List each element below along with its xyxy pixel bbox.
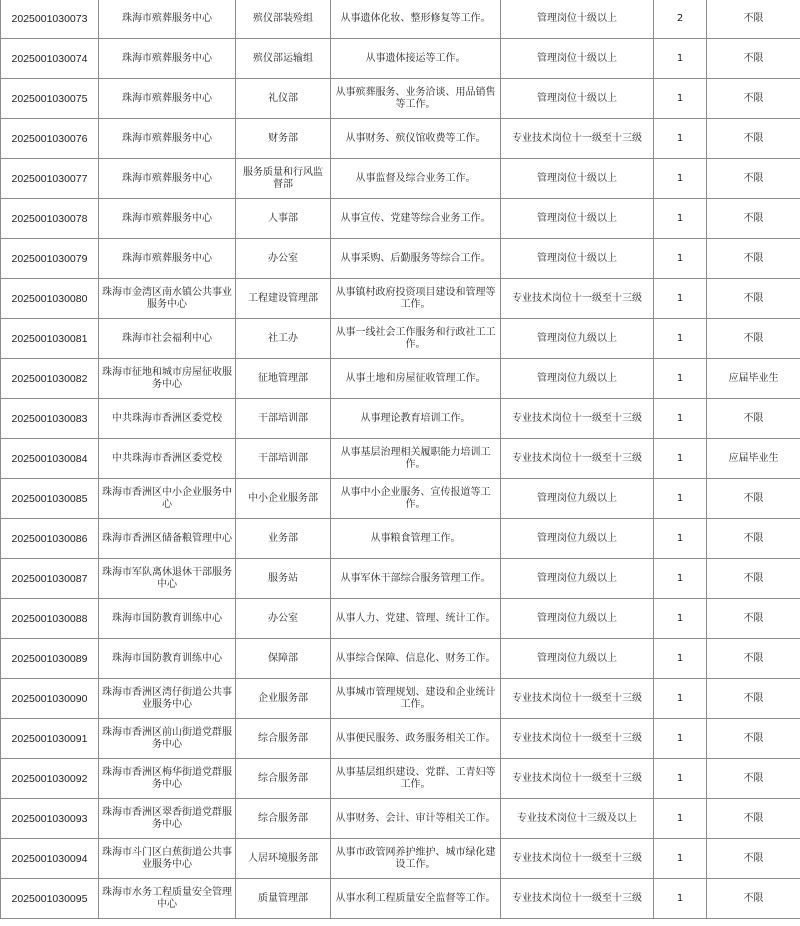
employer-cell: 珠海市香洲区梅华街道党群服务中心 [99,759,236,799]
job-description-cell: 从事理论教育培训工作。 [331,399,501,439]
position-level-cell: 管理岗位十级以上 [501,199,654,239]
employer-cell: 珠海市殡葬服务中心 [99,0,236,39]
position-code-cell: 2025001030095 [1,879,99,919]
employer-cell: 中共珠海市香洲区委党校 [99,399,236,439]
headcount-cell: 1 [654,199,707,239]
position-level-cell: 管理岗位九级以上 [501,639,654,679]
position-code-cell: 2025001030083 [1,399,99,439]
position-code-cell: 2025001030091 [1,719,99,759]
headcount-cell: 1 [654,39,707,79]
job-description-cell: 从事遗体化妆、整形修复等工作。 [331,0,501,39]
table-row [1,679,800,719]
position-level-cell: 专业技术岗位十一级至十三级 [501,119,654,159]
job-description-cell: 从事财务、会计、审计等相关工作。 [331,799,501,839]
candidate-requirement-cell: 不限 [707,599,800,639]
employer-cell: 珠海市国防教育训练中心 [99,599,236,639]
employer-cell: 珠海市殡葬服务中心 [99,239,236,279]
position-level-cell: 管理岗位九级以上 [501,519,654,559]
position-code-cell: 2025001030080 [1,279,99,319]
position-code-cell: 2025001030093 [1,799,99,839]
department-cell: 财务部 [236,119,331,159]
job-description-cell: 从事综合保障、信息化、财务工作。 [331,639,501,679]
headcount-cell: 1 [654,159,707,199]
headcount-cell: 1 [654,799,707,839]
candidate-requirement-cell: 不限 [707,399,800,439]
job-description-cell: 从事市政管网养护维护、城市绿化建设工作。 [331,839,501,879]
department-cell: 办公室 [236,599,331,639]
position-level-cell: 管理岗位十级以上 [501,159,654,199]
candidate-requirement-cell: 不限 [707,279,800,319]
candidate-requirement-cell: 应届毕业生 [707,359,800,399]
department-cell: 办公室 [236,239,331,279]
job-description-cell: 从事宣传、党建等综合业务工作。 [331,199,501,239]
position-level-cell: 管理岗位十级以上 [501,79,654,119]
table-row [1,519,800,559]
headcount-cell: 1 [654,239,707,279]
employer-cell: 珠海市斗门区白蕉街道公共事业服务中心 [99,839,236,879]
employer-cell: 中共珠海市香洲区委党校 [99,439,236,479]
headcount-cell: 1 [654,359,707,399]
headcount-cell: 2 [654,0,707,39]
job-description-cell: 从事土地和房屋征收管理工作。 [331,359,501,399]
position-code-cell: 2025001030085 [1,479,99,519]
department-cell: 干部培训部 [236,399,331,439]
job-description-cell: 从事采购、后勤服务等综合工作。 [331,239,501,279]
employer-cell: 珠海市征地和城市房屋征收服务中心 [99,359,236,399]
position-code-cell: 2025001030081 [1,319,99,359]
position-code-cell: 2025001030088 [1,599,99,639]
department-cell: 保障部 [236,639,331,679]
headcount-cell: 1 [654,279,707,319]
candidate-requirement-cell: 不限 [707,319,800,359]
position-level-cell: 管理岗位九级以上 [501,479,654,519]
candidate-requirement-cell: 不限 [707,159,800,199]
table-row [1,719,800,759]
candidate-requirement-cell: 不限 [707,759,800,799]
table-body [1,0,800,919]
job-description-cell: 从事基层治理相关履职能力培训工作。 [331,439,501,479]
employer-cell: 珠海市香洲区翠香街道党群服务中心 [99,799,236,839]
department-cell: 征地管理部 [236,359,331,399]
table-row [1,839,800,879]
job-description-cell: 从事镇村政府投资项目建设和管理等工作。 [331,279,501,319]
department-cell: 服务质量和行风监督部 [236,159,331,199]
position-level-cell: 管理岗位十级以上 [501,239,654,279]
table-row [1,79,800,119]
department-cell: 工程建设管理部 [236,279,331,319]
department-cell: 综合服务部 [236,759,331,799]
position-code-cell: 2025001030075 [1,79,99,119]
candidate-requirement-cell: 不限 [707,79,800,119]
candidate-requirement-cell: 不限 [707,719,800,759]
employer-cell: 珠海市社会福利中心 [99,319,236,359]
department-cell: 礼仪部 [236,79,331,119]
department-cell: 殡仪部装殓组 [236,0,331,39]
table-row [1,399,800,439]
position-level-cell: 专业技术岗位十一级至十三级 [501,879,654,919]
job-description-cell: 从事基层组织建设、党群、工青妇等工作。 [331,759,501,799]
headcount-cell: 1 [654,879,707,919]
table-row [1,359,800,399]
department-cell: 社工办 [236,319,331,359]
department-cell: 服务站 [236,559,331,599]
employer-cell: 珠海市殡葬服务中心 [99,39,236,79]
department-cell: 殡仪部运输组 [236,39,331,79]
position-code-cell: 2025001030094 [1,839,99,879]
candidate-requirement-cell: 不限 [707,799,800,839]
table-row [1,479,800,519]
table-row [1,159,800,199]
table-row [1,599,800,639]
candidate-requirement-cell: 不限 [707,519,800,559]
job-description-cell: 从事便民服务、政务服务相关工作。 [331,719,501,759]
candidate-requirement-cell: 不限 [707,119,800,159]
position-level-cell: 专业技术岗位十一级至十三级 [501,759,654,799]
department-cell: 人事部 [236,199,331,239]
position-code-cell: 2025001030084 [1,439,99,479]
table-row [1,199,800,239]
table-row [1,759,800,799]
headcount-cell: 1 [654,679,707,719]
position-code-cell: 2025001030086 [1,519,99,559]
position-level-cell: 管理岗位九级以上 [501,319,654,359]
department-cell: 综合服务部 [236,799,331,839]
position-code-cell: 2025001030074 [1,39,99,79]
candidate-requirement-cell: 不限 [707,559,800,599]
headcount-cell: 1 [654,439,707,479]
headcount-cell: 1 [654,759,707,799]
headcount-cell: 1 [654,479,707,519]
employer-cell: 珠海市金湾区南水镇公共事业服务中心 [99,279,236,319]
headcount-cell: 1 [654,119,707,159]
headcount-cell: 1 [654,399,707,439]
position-code-cell: 2025001030082 [1,359,99,399]
department-cell: 业务部 [236,519,331,559]
headcount-cell: 1 [654,639,707,679]
table-row [1,0,800,39]
employer-cell: 珠海市水务工程质量安全管理中心 [99,879,236,919]
candidate-requirement-cell: 应届毕业生 [707,439,800,479]
position-level-cell: 专业技术岗位十一级至十三级 [501,719,654,759]
position-code-cell: 2025001030089 [1,639,99,679]
table-row [1,279,800,319]
job-description-cell: 从事水利工程质量安全监督等工作。 [331,879,501,919]
candidate-requirement-cell: 不限 [707,479,800,519]
headcount-cell: 1 [654,559,707,599]
employer-cell: 珠海市香洲区储备粮管理中心 [99,519,236,559]
job-description-cell: 从事殡葬服务、业务洽谈、用品销售等工作。 [331,79,501,119]
job-description-cell: 从事一线社会工作服务和行政社工工作。 [331,319,501,359]
position-code-cell: 2025001030087 [1,559,99,599]
department-cell: 质量管理部 [236,879,331,919]
job-description-cell: 从事中小企业服务、宣传报道等工作。 [331,479,501,519]
employer-cell: 珠海市军队离休退休干部服务中心 [99,559,236,599]
candidate-requirement-cell: 不限 [707,839,800,879]
employer-cell: 珠海市香洲区中小企业服务中心 [99,479,236,519]
job-description-cell: 从事遗体接运等工作。 [331,39,501,79]
job-description-cell: 从事城市管理规划、建设和企业统计工作。 [331,679,501,719]
employer-cell: 珠海市国防教育训练中心 [99,639,236,679]
employer-cell: 珠海市殡葬服务中心 [99,159,236,199]
position-level-cell: 专业技术岗位十一级至十三级 [501,399,654,439]
position-code-cell: 2025001030090 [1,679,99,719]
position-code-cell: 2025001030077 [1,159,99,199]
position-level-cell: 专业技术岗位十一级至十三级 [501,439,654,479]
department-cell: 企业服务部 [236,679,331,719]
position-level-cell: 专业技术岗位十一级至十三级 [501,679,654,719]
position-code-cell: 2025001030092 [1,759,99,799]
position-code-cell: 2025001030076 [1,119,99,159]
position-level-cell: 专业技术岗位十一级至十三级 [501,279,654,319]
table-row [1,119,800,159]
table-row [1,439,800,479]
department-cell: 综合服务部 [236,719,331,759]
candidate-requirement-cell: 不限 [707,879,800,919]
employer-cell: 珠海市殡葬服务中心 [99,119,236,159]
job-description-cell: 从事财务、殡仪馆收费等工作。 [331,119,501,159]
job-description-cell: 从事监督及综合业务工作。 [331,159,501,199]
position-level-cell: 管理岗位十级以上 [501,39,654,79]
table-row [1,559,800,599]
candidate-requirement-cell: 不限 [707,639,800,679]
position-code-cell: 2025001030073 [1,0,99,39]
department-cell: 人居环境服务部 [236,839,331,879]
table-row [1,319,800,359]
position-level-cell: 专业技术岗位十一级至十三级 [501,839,654,879]
position-level-cell: 专业技术岗位十三级及以上 [501,799,654,839]
headcount-cell: 1 [654,319,707,359]
employer-cell: 珠海市香洲区湾仔街道公共事业服务中心 [99,679,236,719]
job-description-cell: 从事人力、党建、管理、统计工作。 [331,599,501,639]
candidate-requirement-cell: 不限 [707,239,800,279]
table-row [1,639,800,679]
table-row [1,39,800,79]
candidate-requirement-cell: 不限 [707,679,800,719]
employer-cell: 珠海市香洲区前山街道党群服务中心 [99,719,236,759]
table-row [1,799,800,839]
candidate-requirement-cell: 不限 [707,199,800,239]
employer-cell: 珠海市殡葬服务中心 [99,199,236,239]
job-description-cell: 从事粮食管理工作。 [331,519,501,559]
candidate-requirement-cell: 不限 [707,0,800,39]
position-level-cell: 管理岗位九级以上 [501,359,654,399]
position-code-cell: 2025001030079 [1,239,99,279]
headcount-cell: 1 [654,599,707,639]
table-row [1,879,800,919]
position-level-cell: 管理岗位九级以上 [501,599,654,639]
table-row [1,239,800,279]
department-cell: 中小企业服务部 [236,479,331,519]
employer-cell: 珠海市殡葬服务中心 [99,79,236,119]
department-cell: 干部培训部 [236,439,331,479]
position-level-cell: 管理岗位十级以上 [501,0,654,39]
headcount-cell: 1 [654,519,707,559]
headcount-cell: 1 [654,79,707,119]
position-level-cell: 管理岗位九级以上 [501,559,654,599]
job-description-cell: 从事军休干部综合服务管理工作。 [331,559,501,599]
headcount-cell: 1 [654,839,707,879]
headcount-cell: 1 [654,719,707,759]
candidate-requirement-cell: 不限 [707,39,800,79]
position-code-cell: 2025001030078 [1,199,99,239]
